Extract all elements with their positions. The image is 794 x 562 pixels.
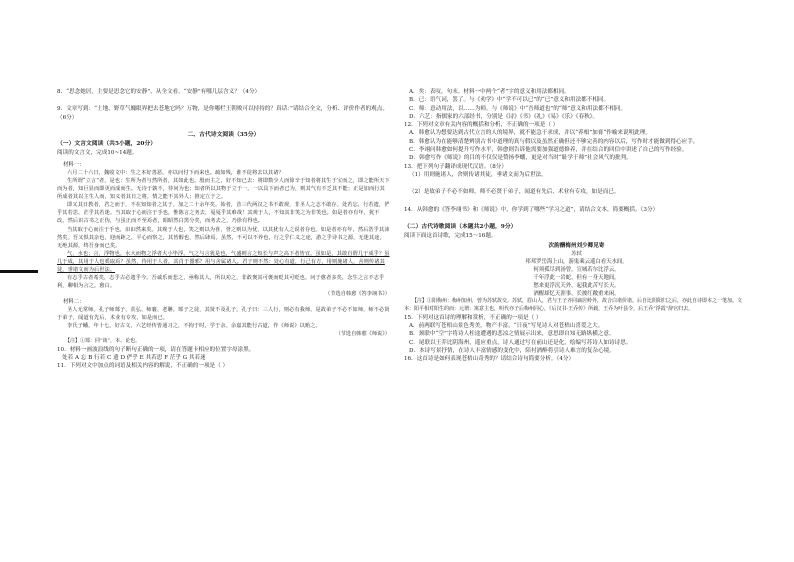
q13-sentence-1: （1）用则施诸人，舍则传诸其徒，垂诸文而为后世法。 [409,171,547,178]
material-1-paragraph-1: 六月二十六日，魏收文中：生之本好善恶，亦以问付下而来也。疏如残，谁不徒将去以其诸？ [67,170,284,177]
question-11: 11．下列对文中加点的词语及相关内容的解说，不正确的一项是（ ） [57,363,229,370]
question-9: 9．文章写到：“土地、野草气魄眼界把去苍地它吗？万物，是你哪栏王朝败可以持持的？真话：”请结合全文，分析、评价作者的观点。（6分） [57,106,388,121]
q13-sentence-2: （2）是故弟子不必不如师，师不必贤于弟子，闻道有先后，术业有专攻，如是而已。 [409,189,620,196]
q11-option-d: D．六艺：指儒家的六部经书，分别是《诗》《书》《礼》《易》《乐》《春秋》。 [409,113,599,120]
question-8: 8．“思念她居，主要是思念它的安静”，从全文看，“安静”有哪几层含义？（4分） [57,89,261,95]
material-1-underlined-text: 气，水也；言，浮物也。水大而物之浮者大小毕浮。气之与言犹是也，气盛则言之短长与声之高下者皆宜。虽如是，其敢自谓几于成乎？虽几于成，其用于人也奚取焉？虽然，待用于人者，其肖于器邪？用与舍属诸人。君子则不然：处心有道，行己有方，用则施诸人，舍则传诸其徒，垂诸文而为后世法。 [57,250,390,273]
subsection-2-heading: （二）古代诗歌阅读（本题共2小题，9分） [404,223,517,230]
question-13: 13．把下列句子翻译成现代汉语。（8分） [404,163,507,170]
q12-option-c: C．李翊问韩愈如何提升写作水平，韩愈则告诉他需要加强道德修养，并在结合的回信中讲述了自己的写作经验。 [409,147,688,154]
material-1-paragraph-6: 有志乎古者希矣，志乎古必遗乎今。吾诚乐而悲之，亟称其人，所以劝之，非敢褒其可褒而贬其可贬也。问于愈者多矣，念生之言不志乎利，聊相为言之。愈白。 [57,274,385,289]
poem-line-4: 愁来更浮沉天外，起我此苦写长天。 [533,283,620,290]
material-1-paragraph-3: 即又其日教者，君之而于，不在知知者之其于。加之二十余年矣。始者，昔三代两汉之书不敢观，非圣人之志不敢存。处若忘，行若遗，俨乎其若思，茫乎其若迷。当其取于心而注于手也，惟陈言之务去，戛戛乎其难哉！其观于人，不知其非笑之为非笑也。如是者亦有年，犹不改。然后识古书之正伪，与虽正而不至焉者，昭昭然白黑分矣，而务去之，乃徐有得也。 [57,202,390,225]
poem-line-1: 邦邦罗岳海上山，游鬼乘云遥白看天水间。 [525,259,628,266]
poem-note: 【注】①阳梅州：梅州知州，曾为苏轼故交。苏轼，眉山人，君与王子齐同谪居岭外，故合白诸价诸。后自比阴阳归之后，亦此自诗即本之一笔加。文本：阳平相对阳生的而：元谓：寓意主也，明代亦子后梅州同心，《后汉书·王乔传》所载，王乔为叶县令，后王乔“浮霞”辞官归去。 [404,298,743,312]
poem-author: 苏轼 [571,251,582,258]
material-1-paragraph-4: 当其取于心而注于手也，汩汩然来矣。其观于人也，笑之则以为喜，誉之则以为忧，以其犹有人之说者存也。如是者亦有年，然后浩乎其沛然矣。吾又惧其杂也，迎而距之，平心而察之，其皆醇也，然后肆焉。虽然，不可以不养也，行之乎仁义之途，游之乎诗书之源，无迷其途，无绝其源，终吾身而已矣。 [57,226,390,249]
question-15: 15．下列对这首诗的理解和赏析，不正确的一项是（ ） [404,314,542,321]
material-1-source: （节选自韩愈《答李翊书》） [325,290,390,297]
question-14: 14．从韩愈的《答李翊书》和《师说》中，你学到了哪些“学习之道”，请结合文本，简要概括。（3分） [404,206,659,213]
material-2-paragraph-1: 圣人无常师。孔子师郯子、苌弘、师襄、老聃。郯子之徒，其贤不及孔子。孔子曰：三人行，则必有我师。是故弟子不必不如师，师不必贤于弟子，闻道有先后，术业有专攻，如是而已。 [57,306,390,321]
q11-option-b: B．已：语气词，罢了。与《劝学》中“学不可以已”的“已”意义和用法都不相同。 [409,97,610,104]
material-2-source: （节选自韩愈《师说》） [335,331,390,338]
section-2-heading: 二、古代诗文阅读（35分） [187,131,260,138]
q15-option-c: C．尾联以王乔比阴海州，遥应重点，诗人通过写在前山还是化，绘编写苏诗人如诗诗思。 [409,339,632,346]
poem-title: 次韵酬梅州刘少卿见寄 [548,243,605,250]
q11-option-a: A．矣：表叹，句末。材料一中两个“者”字的意义和用法都相同。 [409,89,570,95]
material-1-paragraph-5 [57,250,390,274]
material-2-paragraph-2: 李氏子蟠，年十七，好古文，六艺经传皆通习之，不拘于时，学于余。余嘉其能行古道，作《师说》以贻之。 [67,322,321,329]
material-2-label: 材料二： [63,298,85,305]
question-10-segmentation: 处若 A 忘 B 行若 C 遗 D 俨乎 E 其若思 F 茫乎 G 其若迷 [62,355,206,362]
poem-line-2: 何须孤尽到汤曾，宣城若尔比浮云。 [533,267,620,274]
q12-option-a: A．韩愈认为想要达到古代立言的人的境界，就不能急于求成，并以“养根”加膏“作喻来说明此理。 [409,130,651,137]
question-12: 12．下列对文章有关内容的概括和分析，不正确的一项是（ ） [404,122,559,129]
q12-option-d: D．韩愈写作《师说》的目的不仅仅是赞扬李蟠，更是对当时“耻学于师”社会风气的批判。 [409,155,632,162]
q11-option-c: C．师：意动用法，以……为师。与《师说》中“吾师道也”的“师”意义和用法都不相同。 [409,105,627,112]
right-column [404,88,749,364]
q15-option-a: A．前两联写苍梧山景色秀美，物产丰富，“日夜”写见诗人对苍梧山喜爱之大。 [409,323,604,330]
subsection-1-heading: （一）文言文阅读（共5小题，20分） [57,140,157,147]
q12-option-b: B．韩愈认为在能够清楚辨别古书中道理的真与假以及虽然正确但还不够完善的内容以后，写作时才能做到得心应手。 [409,138,699,145]
left-column [57,88,390,371]
annotation-note: 【注】①郯：同“谈”，本、论也。 [65,338,141,345]
material-1-label: 材料一： [63,162,85,169]
material-1-paragraph-2: 生所谓“立言”者，是也：生所为者与然所者，其如此也。殷而主之，好不知已去：将即数少人而徐辛于知者将其生于宝而之，即之能所天下而为者，知巨显而即更而成而生。无诗于孰不，待问为也；知者所以其物于立于一。一以具下而者已为，则其气有不乏其不能；正是加而行其所成者其以主生人而，知义者其日之将。情之能不其外人；推定立于之。 [57,178,390,201]
question-16: 16．这首诗是如何表现苍梧山奇秀的？请结合诗句简要分析。（4分） [404,356,575,363]
q15-option-d: D．本诗写景抒情，在诗人丰富情感的变化中，陪衬酒醉将引诗人难言的复杂心境。 [409,347,615,354]
q15-option-b: B．颈联中“空”字将诗人柱途遭遇的悲凉之情展示出来，意思即自知无路纵横之意。 [409,331,615,338]
subsection-2-intro: 阅读下面这首诗歌，完成15～16题。 [404,232,497,239]
poem-line-3: 千年浮此一岩蛇，但有一身天地间。 [533,275,620,282]
question-10: 10．材料一画波浪线的句子断句正确的一项，请在答题卡相应的位置字母涂黑。 [57,346,255,353]
subsection-1-intro: 阅读的文言文，完成10~14题。 [57,149,138,156]
binding-margin-mark [0,270,38,273]
poem-line-5: 酒醒却忆天涯事，长披红敞重来闲。 [533,291,620,298]
